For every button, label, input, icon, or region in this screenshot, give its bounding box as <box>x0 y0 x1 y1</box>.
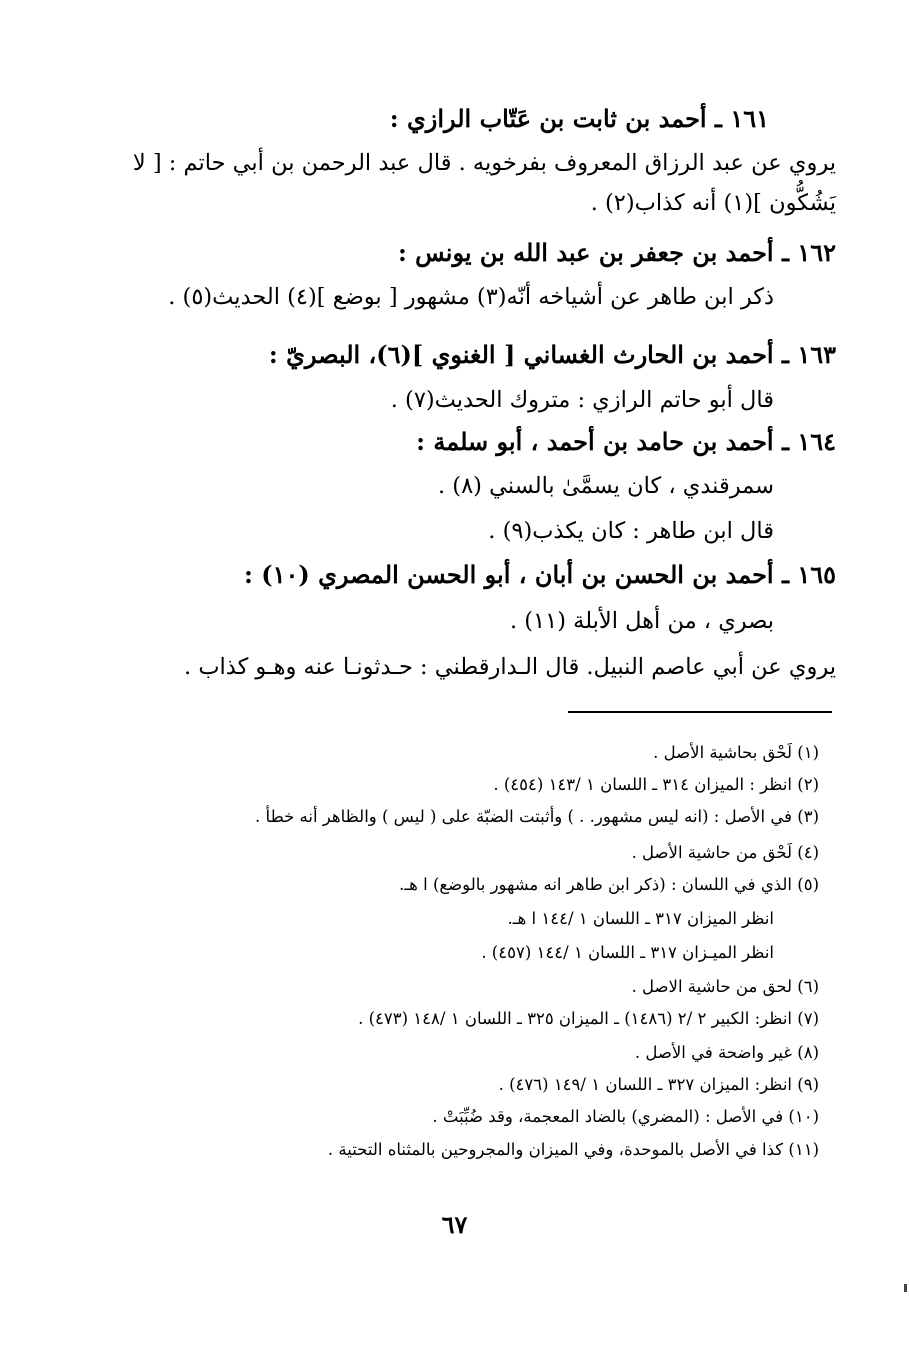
entry-162-text: ذكر ابن طاهر عن أشياخه أنّه(٣) مشهور [ بوضع ](٤) الحديث(٥) . <box>168 284 774 310</box>
footnote-11: (١١) كذا في الأصل بالموحدة، وفي الميزان والمجروحين بالمثناه التحتية . <box>327 1140 819 1159</box>
footnote-5: (٥) الذي في اللسان : (ذكر ابن طاهر انه مشهور بالوضع) ا هـ. <box>399 875 819 894</box>
footnote-2: (٢) انظر : الميزان ٣١٤ ـ اللسان ١ /١٤٣ (٤٥٤) . <box>493 775 819 794</box>
entry-162-heading: ١٦٢ ـ أحمد بن جعفر بن عبد الله بن يونس : <box>397 238 836 267</box>
entry-164-text-line-2: قال ابن طاهر : كان يكذب(٩) . <box>488 518 774 544</box>
entry-161-heading: ١٦١ ـ أحمد بن ثابت بن عَتّاب الرازي : <box>389 104 769 133</box>
entry-164-heading: ١٦٤ ـ أحمد بن حامد بن أحمد ، أبو سلمة : <box>416 427 836 456</box>
page-number: ٦٧ <box>441 1210 468 1239</box>
footnote-3: (٣) في الأصل : (انه ليس مشهور. . ) وأثبتت الضبّة على ( ليس ) والظاهر أنه خطأ . <box>255 807 819 826</box>
footnote-separator <box>568 711 832 713</box>
footnote-8: (٨) غير واضحة في الأصل . <box>634 1043 819 1062</box>
footnote-5-continuation-1: انظر الميزان ٣١٧ ـ اللسان ١ /١٤٤ ا هـ. <box>507 909 774 928</box>
entry-163-heading: ١٦٣ ـ أحمد بن الحارث الغساني [ الغنوي ](٦)، البصريّ : <box>268 340 836 369</box>
entry-165-text-line-2: يروي عن أبي عاصم النبيل. قال الـدارقطني : حـدثونـا عنه وهـو كذاب . <box>184 654 836 680</box>
entry-165-heading: ١٦٥ ـ أحمد بن الحسن بن أبان ، أبو الحسن المصري (١٠) : <box>244 560 836 589</box>
entry-163-text: قال أبو حاتم الرازي : متروك الحديث(٧) . <box>390 387 774 413</box>
footnote-4: (٤) لَحْق من حاشية الأصل . <box>631 843 819 862</box>
entry-161-text-line-1: يروي عن عبد الرزاق المعروف بفرخويه . قال عبد الرحمن بن أبي حاتم : [ لا <box>132 150 836 176</box>
footnote-1: (١) لَحْق بحاشية الأصل . <box>653 743 819 762</box>
footnote-5-continuation-2: انظر الميـزان ٣١٧ ـ اللسان ١ /١٤٤ (٤٥٧) . <box>481 943 774 962</box>
footnote-6: (٦) لحق من حاشية الاصل . <box>631 977 819 996</box>
footnote-10: (١٠) في الأصل : (المضري) بالضاد المعجمة، وقد ضُبِّبَتْ . <box>432 1107 819 1126</box>
entry-164-text-line-1: سمرقندي ، كان يسمَّىٰ بالسني (٨) . <box>437 473 774 499</box>
footnote-7: (٧) انظر: الكبير ٢ /٢ (١٤٨٦) ـ الميزان ٣٢٥ ـ اللسان ١ /١٤٨ (٤٧٣) . <box>358 1009 819 1028</box>
scan-mark <box>904 1284 907 1292</box>
entry-165-text-line-1: بصري ، من أهل الأبلة (١١) . <box>509 608 774 634</box>
entry-161-text-line-2: يَشُكُّون ](١) أنه كذاب(٢) . <box>590 190 836 216</box>
footnote-9: (٩) انظر: الميزان ٣٢٧ ـ اللسان ١ /١٤٩ (٤٧٦) . <box>498 1075 819 1094</box>
